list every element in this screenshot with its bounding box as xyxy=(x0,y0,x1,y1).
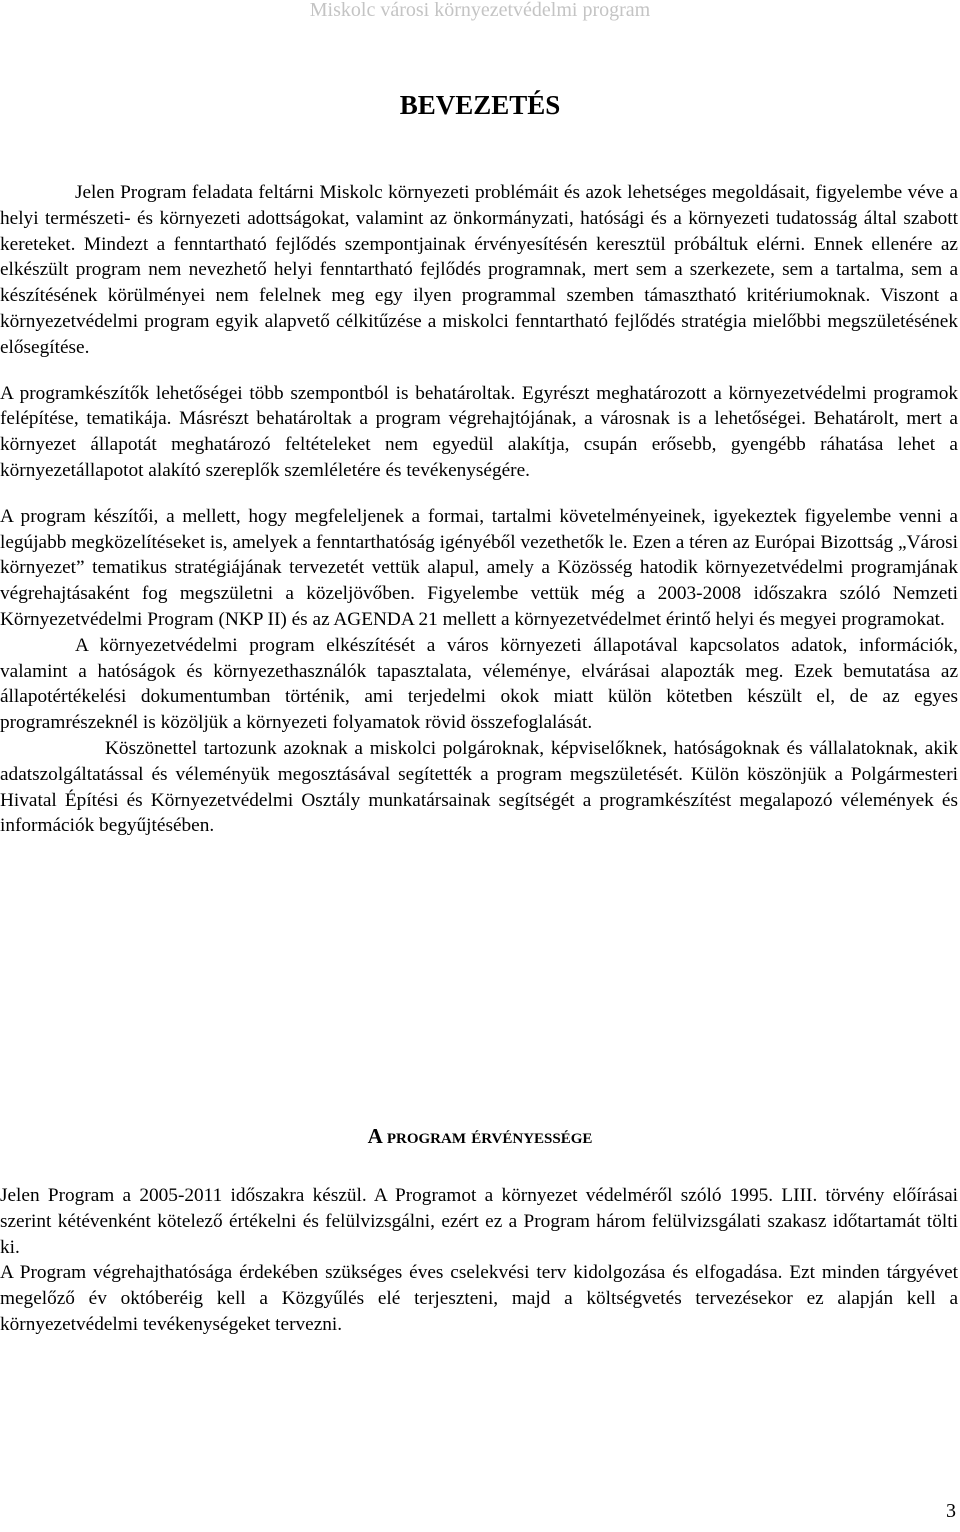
validity-paragraph-1: Jelen Program a 2005-2011 időszakra készül. A Programot a környezet védelméről szóló 1995. LIII. törvény előírásai szerint kétévenként kötelező értékelni és felülvizsgálni, ezért ez a Program három felülvizsgálati szakasz időtartamát tölti ki. xyxy=(0,1185,958,1258)
section-title-validity-text: A program érvényessége xyxy=(367,1124,593,1148)
intro-paragraph-4: A környezetvédelmi program elkészítését a város környezeti állapotával kapcsolatos adatok, információk, valamint a hatóságok és környezethasználók tapasztalata, véleménye, elvárásai alapozták meg. Ezek bemutatása az állapotértékelési dokumentumban történik, ami terjedelmi okok miatt külön kötetben készült el, de az egyes programrészeknél is közöljük a környezeti folyamatok rövid összefoglalását. xyxy=(0,634,958,734)
introduction-body xyxy=(0,180,958,839)
intro-paragraph-5: Köszönettel tartozunk azoknak a miskolci polgároknak, képviselőknek, hatóságoknak és vállalatoknak, akik adatszolgáltatással és véleményük megosztásával segítették a program megszületését. Külön köszönjük a Polgármesteri Hivatal Építési és Környezetvédelmi Osztály munkatársainak segítségét a programkészítést megalapozó vélemények és információk begyűjtésében. xyxy=(0,737,958,837)
intro-paragraph-3: A program készítői, a mellett, hogy megfeleljenek a formai, tartalmi követelményeinek, igyekeztek figyelembe venni a legújabb megközelítéseket is, amelyek a fenntarthatóság igényéből vezethetők le. Ezen a téren az Európai Bizottság „Városi környezet” tematikus stratégiájának tervezetét vettük alapul, amely a Közösség hatodik környezetvédelmi programjának végrehajtásaként fog megszületni a közeljövőben. Figyelembe vettük még a 2003-2008 időszakra szóló Nemzeti Környezetvédelmi Program (NKP II) és az AGENDA 21 mellett a környezetvédelmet érintő helyi és megyei programokat. xyxy=(0,505,958,630)
running-header: Miskolc városi környezetvédelmi program xyxy=(309,0,651,21)
intro-paragraph-2: A programkészítők lehetőségei több szempontból is behatároltak. Egyrészt meghatározott a környezetvédelmi programok felépítése, tematikája. Másrészt behatároltak a program végrehajtójának, a városnak is a lehetőségei. Behatárolt, mert a környezet állapotát meghatározó feltételeket nem egyedül alakítja, csupán erősebb, gyengébb ráhatása lehet a környezetállapotot alakító szereplők szemléletére és tevékenységére. xyxy=(0,382,958,481)
section-title-validity xyxy=(0,1122,960,1150)
page-number: 3 xyxy=(946,1500,956,1522)
intro-paragraph-1: Jelen Program feladata feltárni Miskolc környezeti problémáit és azok lehetséges megoldásait, figyelembe véve a helyi természeti- és környezeti adottságokat, valamint az önkormányzati, hatósági és a környezeti tudatosság által szabott kereteket. Mindezt a fenntartható fejlődés szempontjainak érvényesítésén keresztül próbáltuk elérni. Ennek ellenére az elkészült program nem nevezhető helyi fenntartható fejlődés programnak, mert sem a szerkezete, sem a tartalma, sem a készítésének körülményei nem felelnek meg egy ilyen programmal szemben támasztható kritériumoknak. Viszont a környezetvédelmi program egyik alapvető célkitűzése a miskolci fenntartható fejlődés stratégia mielőbbi megszületésének elősegítése. xyxy=(0,182,958,358)
validity-paragraph-2: A Program végrehajthatósága érdekében szükséges éves cselekvési terv kidolgozása és elfogadása. Ezt minden tárgyévet megelőző év októberéig kell a Közgyűlés elé terjeszteni, majd a költségvetés tervezésekor ez alapján kell a környezetvédelmi tevékenységeket tervezni. xyxy=(0,1262,958,1335)
validity-body xyxy=(0,1183,958,1338)
section-title-introduction: BEVEZETÉS xyxy=(399,90,561,120)
